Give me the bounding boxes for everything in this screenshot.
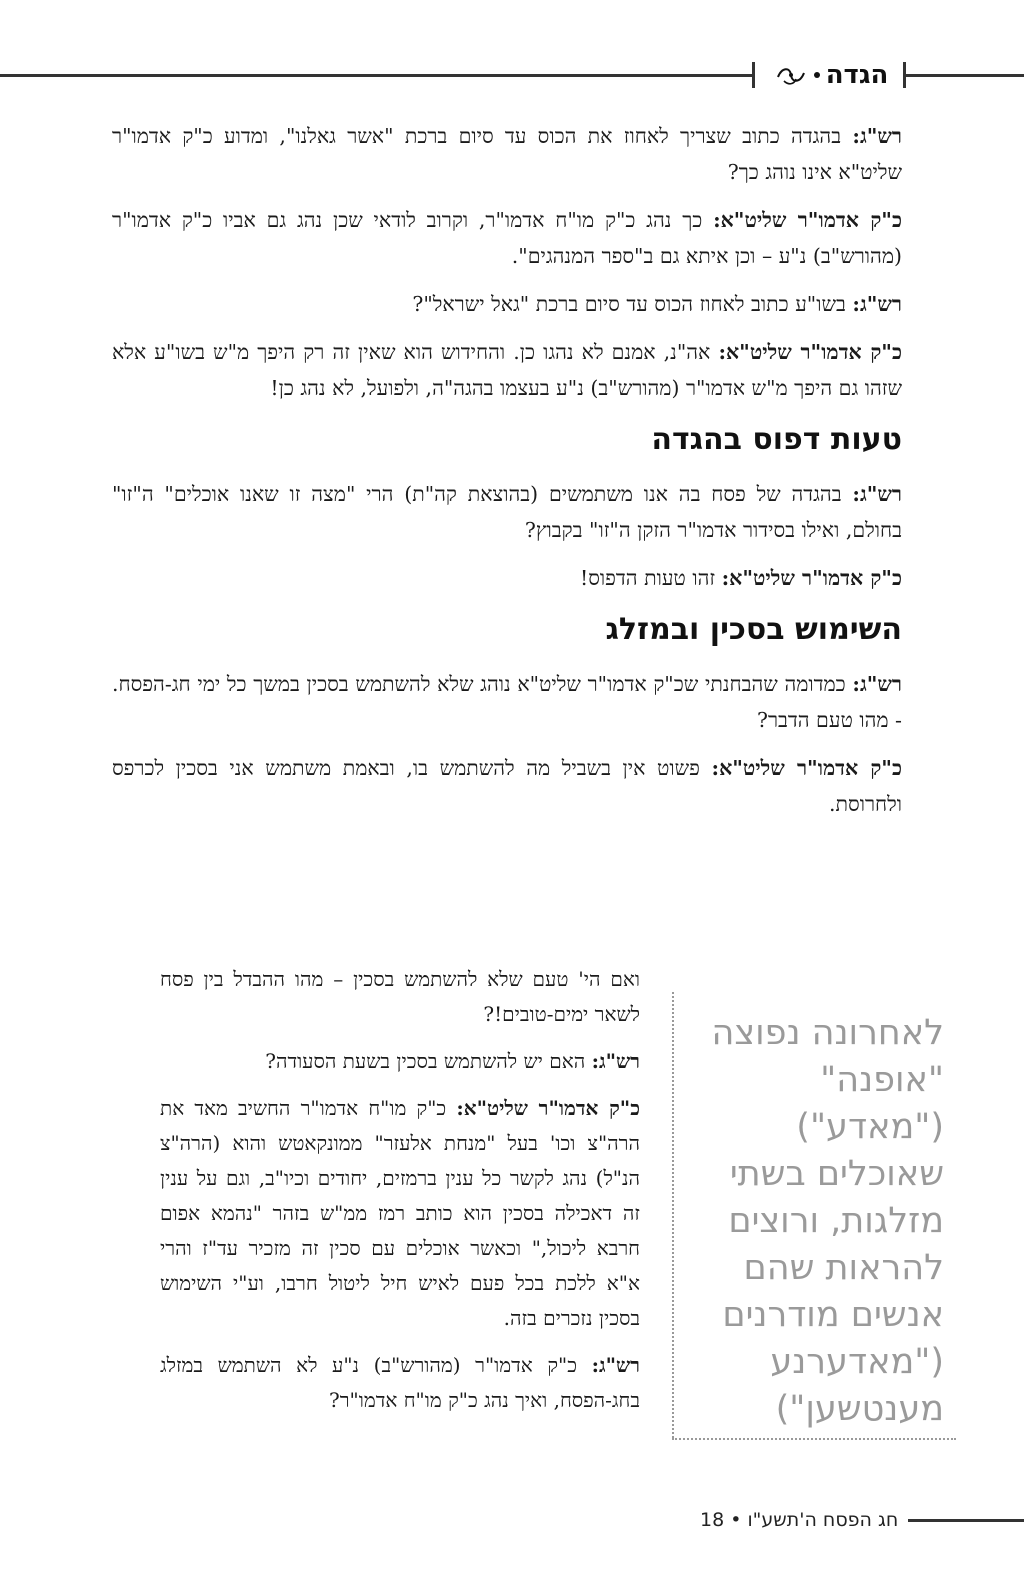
page-number: 18: [700, 1509, 725, 1531]
footer-label: [700, 1509, 898, 1531]
speaker-label: רש"ג:: [852, 124, 902, 148]
paragraph: [112, 202, 902, 274]
ornament-icon: [774, 63, 808, 87]
paragraph: [112, 560, 902, 596]
paragraph: [112, 476, 902, 548]
speaker-label: כ"ק אדמו"ר שליט"א:: [713, 208, 902, 232]
pull-quote-border-bottom: [672, 1438, 956, 1440]
speaker-label: כ"ק אדמו"ר שליט"א:: [721, 566, 902, 590]
paragraph-text: כמדומה שהבחנתי שכ"ק אדמו"ר שליט"א נוהג שלא להשתמש בסכין במשך כל ימי חג-הפסח. - מהו טעם הדבר?: [112, 672, 902, 732]
paragraph-text: בשו"ע כתוב לאחוז הכוס עד סיום ברכת "גאל ישראל"?: [412, 292, 853, 316]
paragraph: [112, 286, 902, 322]
section-heading: טעות דפוס בהגדה: [651, 422, 902, 457]
pull-quote-border-left: [672, 992, 674, 1438]
speaker-label: כ"ק אדמו"ר שליט"א:: [718, 340, 902, 364]
paragraph-text: בהגדה של פסח בה אנו משתמשים (בהוצאת קה"ת) הרי "מצה זו שאנו אוכלים" ה"זו" בחולם, ואילו בסידור אדמו"ר הזקן ה"זו" בקבוץ?: [112, 482, 902, 542]
paragraph-text: ואם הי' טעם שלא להשתמש בסכין – מהו ההבדל בין פסח לשאר ימים-טובים!?: [160, 967, 640, 1026]
paragraph: [160, 1044, 640, 1079]
paragraph: [160, 962, 640, 1032]
header-rule-left: [0, 74, 752, 77]
footer-separator: •: [730, 1509, 742, 1531]
paragraph: [112, 334, 902, 406]
section-heading: השימוש בסכין ובמזלג: [605, 612, 902, 647]
speaker-label: כ"ק אדמו"ר שליט"א:: [456, 1096, 640, 1120]
pull-quote-text: לאחרונה נפוצה "אופנה" ("מאדע") שאוכלים בשתי מזלגות, ורוצים להראות שהם אנשים מודרנים ("מאדערנע מענטשען"): [711, 1013, 944, 1429]
paragraph-text: האם יש להשתמש בסכין בשעת הסעודה?: [265, 1049, 592, 1073]
speaker-label: רש"ג:: [591, 1353, 640, 1377]
footer-issue: חג הפסח ה'תשע"ו: [747, 1509, 899, 1531]
paragraph-text: כך נהג כ"ק מו"ח אדמו"ר, וקרוב לודאי שכן נהג גם אביו כ"ק אדמו"ר (מהורש"ב) נ"ע – וכן איתא גם ב"ספר המנהגים".: [112, 208, 902, 268]
speaker-label: רש"ג:: [852, 292, 902, 316]
paragraph-text: כ"ק מו"ח אדמו"ר החשיב מאד את הרה"צ וכו' בעל "מנחת אלעזר" ממונקאטש והוא (הרה"צ הנ"ל) נהג לקשר כל ענין ברמזים, יחודים וכיו"ב, וגם על ענין זה דאכילה בסכין הוא כותב רמז ממ"ש בזהר "נהמא אפום חרבא ליכול," וכאשר אוכלים עם סכין זה מזכיר עד"ז והרי א"א ללכת בכל פעם לאיש חיל ליטול חרבו, וע"י השימוש בסכין נזכרים בזה.: [160, 1096, 640, 1330]
main-text-column: [112, 118, 902, 834]
speaker-label: כ"ק אדמו"ר שליט"א:: [711, 756, 903, 780]
lower-text-column: [160, 962, 640, 1430]
header-rule-cap-left: [752, 62, 755, 88]
speaker-label: רש"ג:: [591, 1049, 640, 1073]
paragraph-text: אה"נ, אמנם לא נהגו כן. והחידוש הוא שאין זה רק היפך מ"ש בשו"ע אלא שזהו גם היפך מ"ש אדמו"ר (מהורש"ב) נ"ע בעצמו בהגה"ה, ולפועל, לא נהג כן!: [112, 340, 902, 400]
paragraph: [112, 666, 902, 738]
paragraph: [160, 1348, 640, 1418]
page-footer: [700, 1500, 1024, 1540]
speaker-label: רש"ג:: [852, 482, 902, 506]
speaker-label: רש"ג:: [852, 672, 902, 696]
paragraph-text: כ"ק אדמו"ר (מהורש"ב) נ"ע לא השתמש במזלג בחג-הפסח, ואיך נהג כ"ק מו"ח אדמו"ר?: [160, 1353, 640, 1412]
paragraph: [160, 1091, 640, 1336]
paragraph-text: זהו טעות הדפוס!: [580, 566, 722, 590]
paragraph-text: פשוט אין בשביל מה להשתמש בו, ובאמת משתמש אני בסכין לכרפס ולחרוסת.: [112, 756, 902, 816]
running-header: [760, 52, 902, 98]
page-header-title: הגדה: [825, 60, 889, 90]
paragraph-text: בהגדה כתוב שצריך לאחוז את הכוס עד סיום ברכת "אשר גאלנו", ומדוע כ"ק אדמו"ר שליט"א אינו נוהג כך?: [112, 124, 902, 184]
pull-quote: [672, 992, 956, 1440]
paragraph: [112, 750, 902, 822]
header-dot: [814, 72, 820, 78]
paragraph: [112, 118, 902, 190]
footer-rule: [908, 1519, 1024, 1522]
header-rule-right: [906, 74, 1024, 77]
